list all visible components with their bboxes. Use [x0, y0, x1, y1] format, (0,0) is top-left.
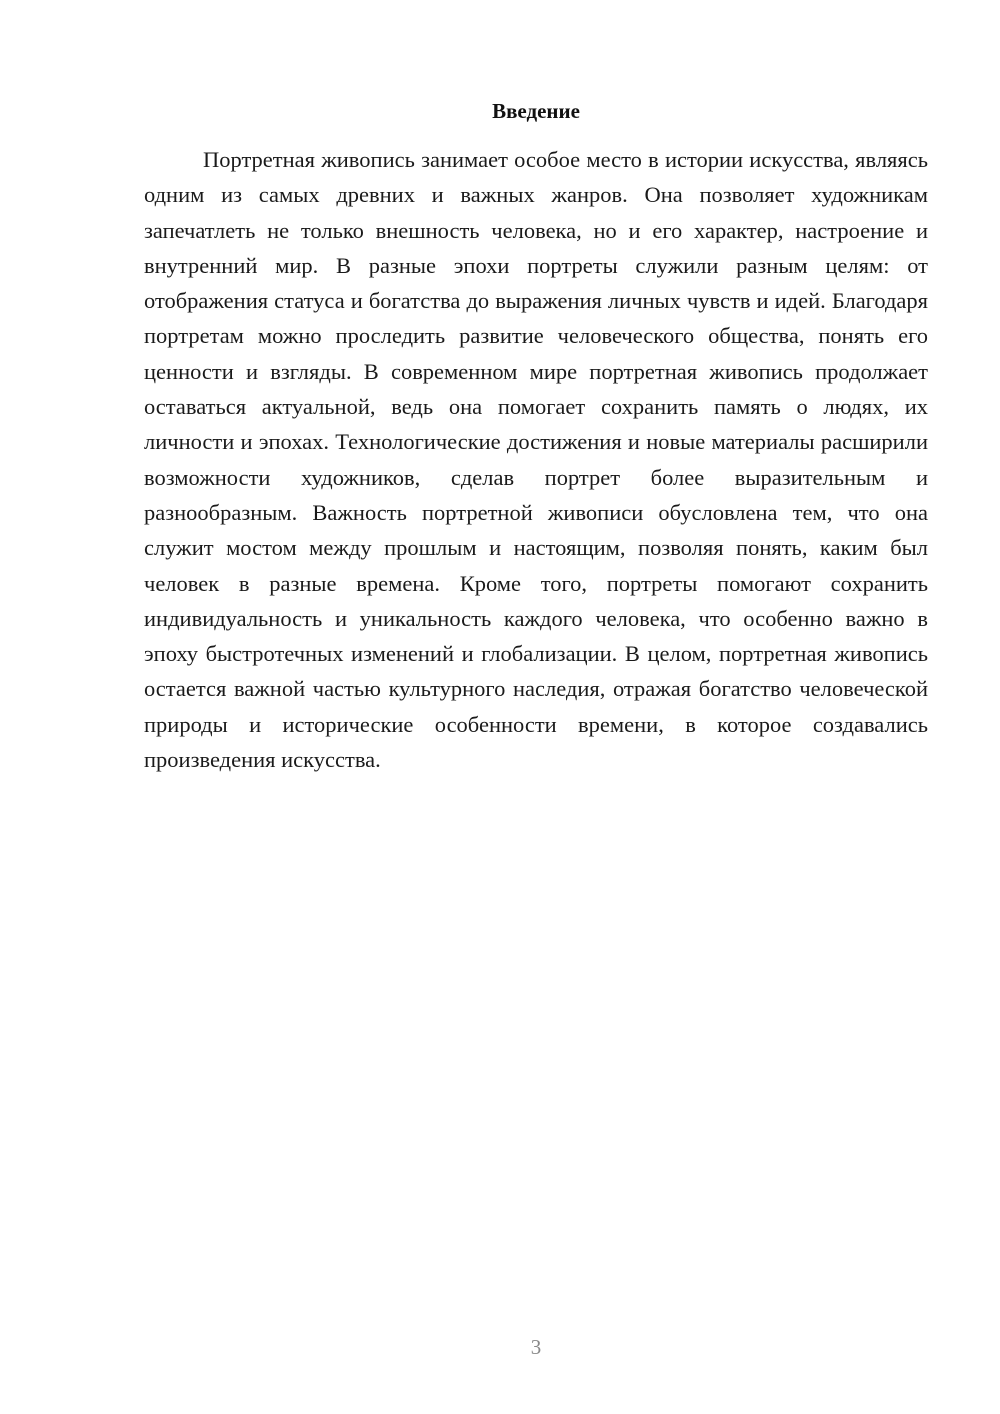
page-number: 3 — [530, 1335, 542, 1359]
section-heading: Введение — [492, 99, 580, 123]
body-paragraph: Портретная живопись занимает особое место в истории искусства, являясь одним из самых древних и важных жанров. Она позволяет художникам запечатлеть не только внешность человека, но и его характер, настроение и внутренний мир. В разные эпохи портреты служили разным целям: от отображения статуса и богатства до выражения личных чувств и идей. Благодаря портретам можно проследить развитие человеческого общества, понять его ценности и взгляды. В современном мире портретная живопись продолжает оставаться актуальной, ведь она помогает сохранить память о людях, их личности и эпохах. Технологические достижения и новые материалы расширили возможности художников, сделав портрет более выразительным и разнообразным. Важность портретной живописи обусловлена тем, что она служит мостом между прошлым и настоящим, позволяя понять, каким был человек в разные времена. Кроме того, портреты помогают сохранить индивидуальность и уникальность каждого человека, что особенно важно в эпоху быстротечных изменений и глобализации. В целом, портретная живопись остается важной частью культурного наследия, отражая богатство человеческой природы и исторические особенности времени, в которое создавались произведения искусства. — [144, 147, 928, 773]
